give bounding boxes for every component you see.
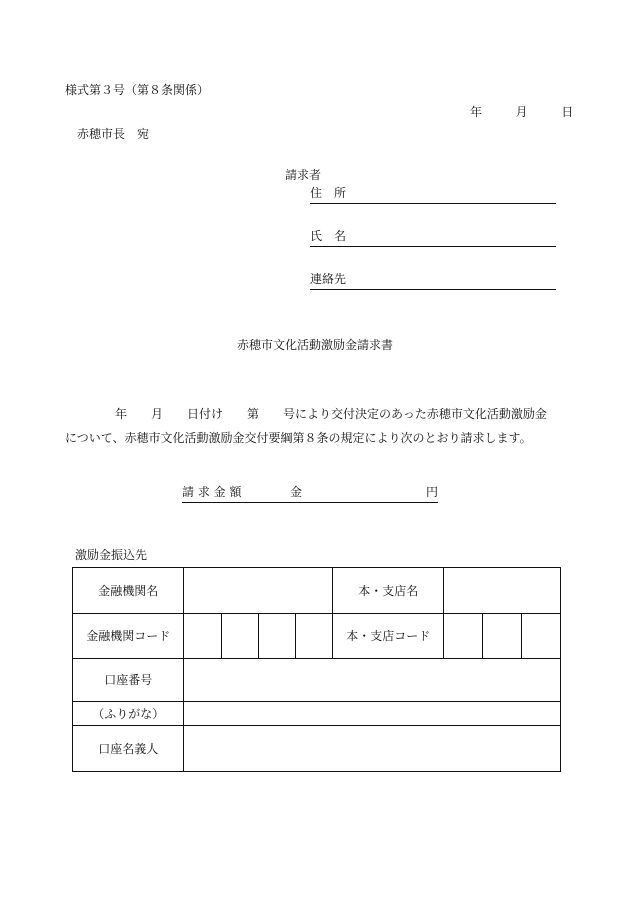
account-holder-input[interactable] — [184, 726, 561, 772]
institution-code-digit[interactable] — [295, 614, 332, 659]
branch-code-digit[interactable] — [444, 614, 482, 659]
body-line-1: 年 月 日付け 第 号により交付決定のあった赤穂市文化活動激励金 — [115, 407, 547, 421]
body-text — [65, 402, 565, 450]
amount-field[interactable] — [182, 486, 438, 503]
institution-name-input[interactable] — [184, 568, 333, 614]
date-month: 月 — [515, 105, 528, 119]
institution-code-digit[interactable] — [184, 614, 221, 659]
account-number-input[interactable] — [184, 659, 561, 702]
institution-code-label: 金融機関コード — [73, 614, 184, 659]
branch-code-digit[interactable] — [521, 614, 560, 659]
form-number: 様式第３号（第８条関係） — [65, 83, 210, 97]
address-field[interactable] — [310, 187, 556, 204]
account-number-label: 口座番号 — [73, 659, 184, 702]
document-title: 赤穂市文化活動激励金請求書 — [236, 338, 393, 352]
contact-label: 連絡先 — [310, 272, 347, 286]
address-label: 住 所 — [310, 186, 347, 200]
date-day: 日 — [561, 105, 574, 119]
institution-code-digit[interactable] — [258, 614, 295, 659]
amount-label: 請 求 金 額 — [182, 485, 242, 499]
contact-field[interactable] — [310, 273, 556, 290]
body-line-2: について、赤穂市文化活動激励金交付要綱第８条の規定により次のとおり請求します。 — [65, 431, 532, 445]
amount-prefix: 金 — [290, 485, 303, 499]
date-line — [470, 106, 573, 118]
furigana-input[interactable] — [184, 702, 561, 726]
furigana-label: （ふりがな） — [73, 702, 184, 726]
institution-name-label: 金融機関名 — [73, 568, 184, 614]
account-holder-label: 口座名義人 — [73, 726, 184, 772]
branch-code-digit[interactable] — [482, 614, 521, 659]
bank-section-label: 激励金振込先 — [75, 548, 148, 562]
branch-name-label: 本・支店名 — [333, 568, 444, 614]
institution-code-digit[interactable] — [221, 614, 258, 659]
name-label: 氏 名 — [310, 229, 347, 243]
amount-unit: 円 — [426, 485, 439, 499]
branch-name-input[interactable] — [444, 568, 561, 614]
date-year: 年 — [470, 105, 483, 119]
bank-table — [72, 567, 561, 772]
name-field[interactable] — [310, 230, 556, 247]
requester-label: 請求者 — [285, 168, 322, 182]
branch-code-label: 本・支店コード — [333, 614, 444, 659]
addressee: 赤穂市長 宛 — [77, 127, 150, 141]
